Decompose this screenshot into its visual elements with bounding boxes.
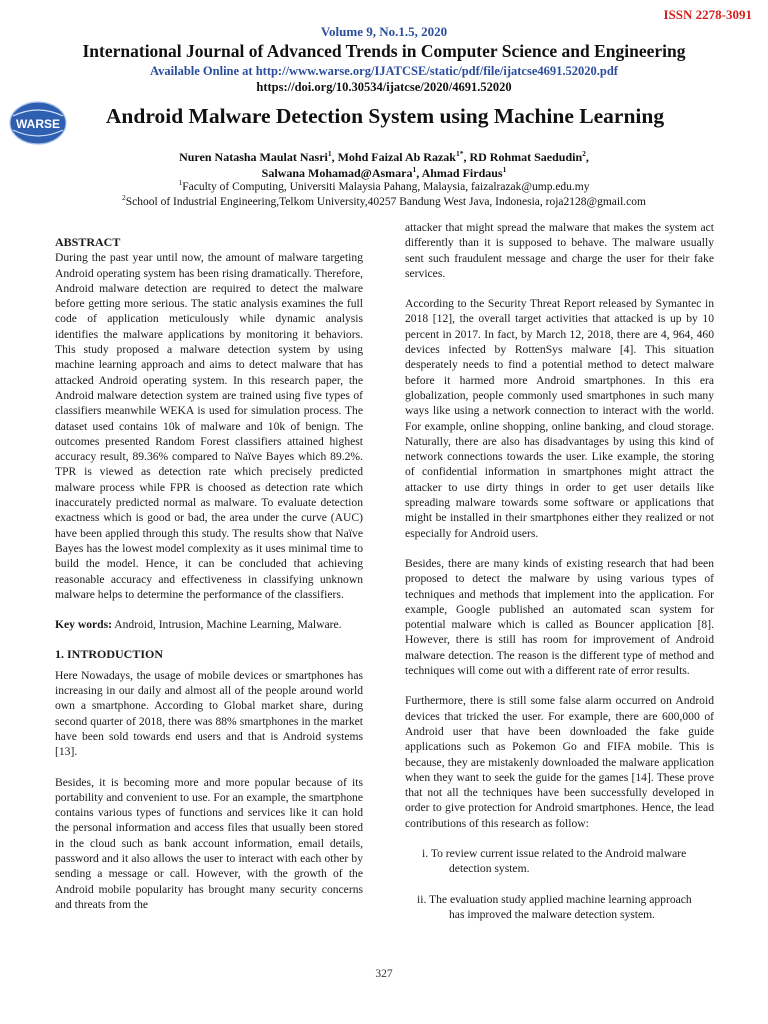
paper-title: Android Malware Detection System using Machine Learning [105, 104, 665, 128]
abstract-text: During the past year until now, the amount of malware targeting Android operating system has been rising dramatically. Therefore, Android malware detection are required to detect the malware before getting more serious. The static analysis examines the full code of application meticulously while dynamic analysis identifies the malware applications by monitoring it behaviors. This study proposed a malware detection system by using machine learning approach and aims to detect malware that has attacked Android operating system. In this research paper, the Android malware detection system are trained using five types of classifiers meanwhile WEKA is used for simulation process. The dataset used contains 10k of malware and 10k of benign. The outcomes presented Random Forest classifiers attained highest accuracy result, 89.36% compared to Naïve Bayes which 89.2%. TPR is viewed as detection rate which precisely predicted malware process while FPR is choosed as detection rate which inaccurately predicted normal as malware. To evaluate detection exactness which is good or bad, the area under the curve (AUC) have been applied through this study. The results show that Naïve Bayes has the lowest model complexity as it uses minimal time to build the model. Hence, it can be concluded that achieving reasonable accuracy and effectiveness in classifying unknown malware helps to determine the performance of the classifiers. [55, 251, 363, 601]
affiliation-2: $^2$School of Industrial Engineering,Telkom University,40257 Bandung West Java, Indonesia, roja2128@gmail.com [122, 192, 646, 208]
author-name: Salwana Mohamad@Asmara [261, 165, 413, 180]
logo-text: WARSE [15, 117, 61, 131]
right-paragraph-4: Furthermore, there is still some false alarm occurred on Android devices that tricked the user. For example, there are 600,000 of Android user that have been downloaded the fake guide applications such as Pokemon Go and FIFA mobile. This is because, they are mistakenly downloaded the malware application when they want to seek the guide for the games [14]. These prove that not all the techniques have been successfully developed in order to give protection for Android smartphones. Hence, the lead contributions of this research as follow: [405, 694, 714, 830]
intro-paragraph-2: Besides, it is becoming more and more popular because of its portability and convenient to use. For an example, the smartphone contains various types of functions and services like it can hold the personal information and access files that usually been stored in the cloud such as bank account information, email details, password and it also allows the user to interact with each other by sending a message or call. However, with the growth of the Android mobile popularity has brought many security concerns and threats from the [55, 775, 363, 911]
author-name: Nuren Natasha Maulat Nasri [179, 150, 328, 164]
affiliation-1: $^1$Faculty of Computing, Universiti Malaysia Pahang, Malaysia, faizalrazak@ump.edu.my [178, 178, 590, 193]
left-column [55, 235, 363, 912]
page-number: 327 [375, 968, 393, 980]
contribution-item-2: ii. The evaluation study applied machine learning approach has improved the malware detection system. [417, 892, 692, 921]
doi-link[interactable]: https://doi.org/10.30534/ijatcse/2020/4691.52020 [256, 80, 512, 94]
contribution-item-1: i. To review current issue related to the Android malware detection system. [422, 846, 687, 876]
warse-logo [8, 100, 68, 146]
author-name: Mohd Faizal Ab Razak [337, 150, 456, 164]
issn-label: ISSN 2278-3091 [663, 7, 752, 22]
keywords: Key words: Android, Intrusion, Machine Learning, Malware. [55, 618, 342, 632]
author-name: RD Rohmat Saedudin [469, 150, 583, 164]
volume-info: Volume 9, No.1.5, 2020 [320, 24, 448, 39]
author-name: Ahmad Firdaus [421, 165, 503, 180]
intro-paragraph-1: Here Nowadays, the usage of mobile devices or smartphones has increasing in our daily and almost all of the people around world own a smartphone. According to Global market share, during second quarter of 2018, there was 88% smartphones in the market have been sold towards end users and that is Android systems [13]. [55, 668, 363, 759]
authors-block [0, 150, 768, 181]
affiliations [0, 180, 768, 209]
introduction-heading: 1. INTRODUCTION [55, 647, 164, 662]
right-paragraph-1: attacker that might spread the malware that makes the system act differently than it is supposed to behave. The malware usually sent such fraudulent message and charge the user for their fake services. [405, 221, 714, 280]
right-paragraph-3: Besides, there are many kinds of existing research that had been proposed to detect the malware by using various types of techniques and methods that implement into the application. For example, Google published an automated scan system for potential malware which is called as Bouncer application [8]. However, there is still has room for improvement of Android malware detection. The reason is the different type of method and techniques will come out with a different rate of error results. [405, 556, 714, 678]
available-online-link[interactable]: Available Online at http://www.warse.org/IJATCSE/static/pdf/file/ijatcse4691.52020.pdf [150, 64, 618, 78]
authors-line-1: Nuren Natasha Maulat Nasri$^1$, Mohd Faizal Ab Razak$^{1*}$, RD Rohmat Saedudin$^2$, [179, 149, 589, 164]
abstract-heading: ABSTRACT [55, 235, 121, 249]
right-column [405, 220, 714, 922]
authors-line-2: Salwana Mohamad@Asmara$^1$, Ahmad Firdaus$^1$ [261, 164, 507, 180]
right-paragraph-2: According to the Security Threat Report released by Symantec in 2018 [12], the overall target activities that attacked is up by 10 percent in 2017. In fact, by March 12, 2018, there are 4, 964, 460 devices infected by RottenSys malware [4]. This situation desperately needs to find a potential method to detect malware before it harmed more Android smartphones. In this era globalization, people commonly used smartphones in such many ways like using a network connection to interact with the world. For example, online shopping, online banking, and cloud storage. Naturally, there are also has disadvantages by using this kind of network connections towards the user. Like example, the storing of confidential information in smartphones might attract the attacker to use dirty things in order to get user details like spreading malware towards some software or applications that might be installed in their smartphones either they realized or not especially for Android users. [405, 297, 714, 540]
journal-title: International Journal of Advanced Trends in Computer Science and Engineering [82, 41, 686, 61]
